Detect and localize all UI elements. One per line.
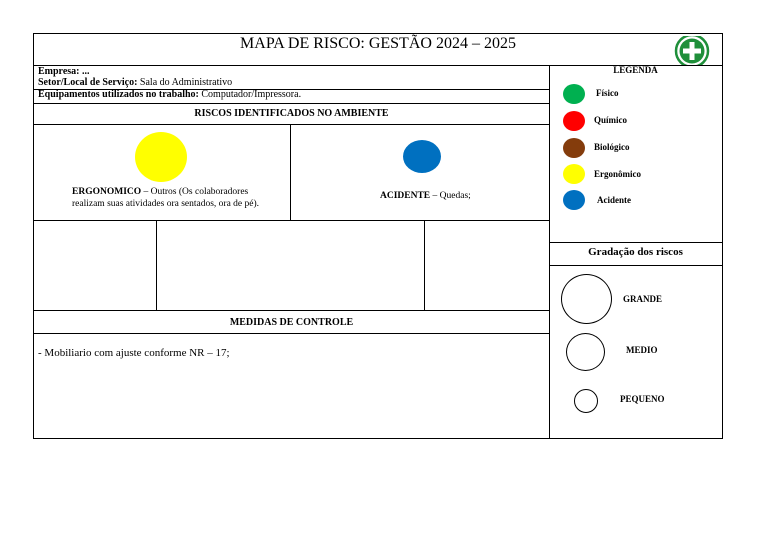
- control-item: - Mobiliario com ajuste conforme NR – 17;: [38, 347, 230, 359]
- company-value: ...: [81, 66, 90, 77]
- legend-dot-acidente: [563, 190, 585, 210]
- ergonomic-risk-text: [72, 187, 287, 210]
- gradation-label-small: PEQUENO: [620, 394, 665, 404]
- risk-map-frame: [33, 33, 723, 439]
- accident-risk-name: ACIDENTE: [380, 191, 431, 201]
- ergonomic-risk-desc-1: – Outros (Os colaboradores: [141, 187, 249, 197]
- controls-heading: MEDIDAS DE CONTROLE: [229, 317, 354, 328]
- legend-title: LEGENDA: [613, 65, 658, 75]
- company-label: Empresa:: [38, 66, 80, 77]
- gradation-title: Gradação dos riscos: [588, 246, 683, 258]
- legend-label-acidente: Acidente: [597, 195, 631, 205]
- empty-cell-2: [157, 221, 424, 310]
- gradation-label-large: GRANDE: [623, 294, 663, 304]
- accident-risk-desc: – Quedas;: [430, 191, 471, 201]
- gradation-label-medium: MEDIO: [626, 345, 658, 355]
- legend-dot-fisico: [563, 84, 585, 104]
- legend-dot-quimico: [563, 111, 585, 131]
- legend-dot-biologico: [563, 138, 585, 158]
- equipment-value: Computador/Impressora.: [201, 89, 302, 100]
- sector-label: Setor/Local de Serviço:: [38, 77, 138, 88]
- page-title: MAPA DE RISCO: GESTÃO 2024 – 2025: [240, 35, 516, 52]
- risks-heading: RISCOS IDENTIFICADOS NO AMBIENTE: [194, 108, 389, 119]
- ergonomic-risk-circle: [135, 132, 187, 182]
- accident-risk-circle: [403, 140, 441, 173]
- sector-value: Sala do Administrativo: [139, 77, 233, 88]
- legend-label-ergonomico: Ergonômico: [594, 169, 641, 179]
- equipment-label: Equipamentos utilizados no trabalho:: [38, 89, 199, 100]
- gradation-circle-large: [561, 274, 612, 324]
- legend-label-biologico: Biológico: [594, 142, 630, 152]
- sector-line: [38, 77, 232, 89]
- legend-label-quimico: Químico: [594, 115, 627, 125]
- gradation-circle-medium: [566, 333, 605, 371]
- ergonomic-risk-name: ERGONOMICO: [72, 187, 142, 197]
- legend-dot-ergonomico: [563, 164, 585, 184]
- empty-cell-3: [425, 221, 549, 310]
- ergonomic-risk-desc-2: realizam suas atividades ora sentados, ora de pé).: [72, 198, 260, 209]
- accident-risk-text: [380, 191, 471, 203]
- empty-cell-1: [34, 221, 156, 310]
- equipment-line: [38, 89, 301, 101]
- green-cross-icon: [674, 36, 710, 66]
- gradation-circle-small: [574, 389, 598, 413]
- legend-label-fisico: Físico: [596, 88, 619, 98]
